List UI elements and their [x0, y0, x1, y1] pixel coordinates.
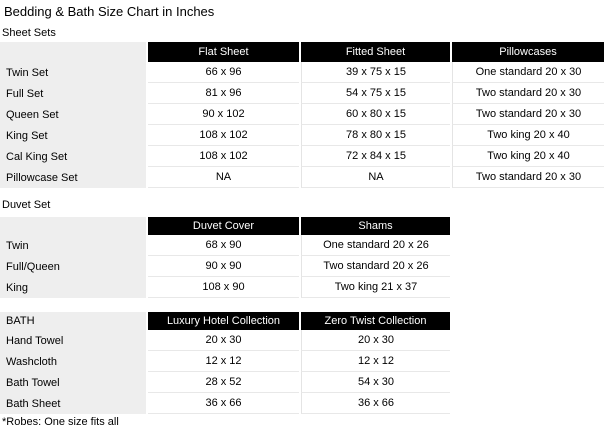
size-cell: 54 x 30: [301, 372, 450, 393]
size-cell: Two king 20 x 40: [452, 125, 604, 146]
column-header-pillowcases: Pillowcases: [452, 42, 604, 62]
row-label: Twin: [0, 235, 146, 256]
row-label: Hand Towel: [0, 330, 146, 351]
column-header-shams: Shams: [301, 217, 450, 235]
corner-cell: [0, 42, 146, 62]
size-cell: 108 x 102: [148, 125, 299, 146]
size-cell: 90 x 90: [148, 256, 299, 277]
size-cell: NA: [148, 167, 299, 188]
page-title: Bedding & Bath Size Chart in Inches: [4, 4, 215, 19]
size-cell: 20 x 30: [301, 330, 450, 351]
size-cell: 12 x 12: [148, 351, 299, 372]
size-cell: 12 x 12: [301, 351, 450, 372]
sheet-sets-table: [0, 42, 604, 188]
row-label: Full Set: [0, 83, 146, 104]
section-label-duvet-set: Duvet Set: [2, 199, 51, 211]
size-cell: One standard 20 x 26: [301, 235, 450, 256]
size-cell: One standard 20 x 30: [452, 62, 604, 83]
size-cell: 108 x 102: [148, 146, 299, 167]
row-label: Full/Queen: [0, 256, 146, 277]
bath-table: [0, 312, 450, 414]
size-cell: 108 x 90: [148, 277, 299, 298]
row-label: Pillowcase Set: [0, 167, 146, 188]
size-cell: 54 x 75 x 15: [301, 83, 450, 104]
column-header-flat-sheet: Flat Sheet: [148, 42, 299, 62]
row-label: Bath Sheet: [0, 393, 146, 414]
size-cell: 66 x 96: [148, 62, 299, 83]
row-label: King Set: [0, 125, 146, 146]
column-header-luxury-hotel-collection: Luxury Hotel Collection: [148, 312, 299, 330]
size-cell: Two standard 20 x 26: [301, 256, 450, 277]
size-cell: 60 x 80 x 15: [301, 104, 450, 125]
row-label: Twin Set: [0, 62, 146, 83]
size-cell: Two standard 20 x 30: [452, 104, 604, 125]
column-header-zero-twist-collection: Zero Twist Collection: [301, 312, 450, 330]
size-cell: Two standard 20 x 30: [452, 167, 604, 188]
size-cell: 36 x 66: [148, 393, 299, 414]
size-cell: 28 x 52: [148, 372, 299, 393]
size-cell: Two king 21 x 37: [301, 277, 450, 298]
size-cell: 81 x 96: [148, 83, 299, 104]
duvet-set-table: [0, 217, 450, 298]
section-label-sheet-sets: Sheet Sets: [2, 27, 56, 39]
row-label: Washcloth: [0, 351, 146, 372]
row-label: King: [0, 277, 146, 298]
row-label: Bath Towel: [0, 372, 146, 393]
robes-footnote: *Robes: One size fits all: [2, 416, 119, 428]
size-cell: 20 x 30: [148, 330, 299, 351]
size-cell: Two king 20 x 40: [452, 146, 604, 167]
size-cell: 78 x 80 x 15: [301, 125, 450, 146]
size-cell: NA: [301, 167, 450, 188]
size-cell: 68 x 90: [148, 235, 299, 256]
bath-corner-label: BATH: [0, 312, 146, 330]
size-cell: Two standard 20 x 30: [452, 83, 604, 104]
size-cell: 39 x 75 x 15: [301, 62, 450, 83]
row-label: Cal King Set: [0, 146, 146, 167]
size-cell: 90 x 102: [148, 104, 299, 125]
column-header-fitted-sheet: Fitted Sheet: [301, 42, 450, 62]
corner-cell: [0, 217, 146, 235]
size-cell: 36 x 66: [301, 393, 450, 414]
column-header-duvet-cover: Duvet Cover: [148, 217, 299, 235]
size-cell: 72 x 84 x 15: [301, 146, 450, 167]
row-label: Queen Set: [0, 104, 146, 125]
